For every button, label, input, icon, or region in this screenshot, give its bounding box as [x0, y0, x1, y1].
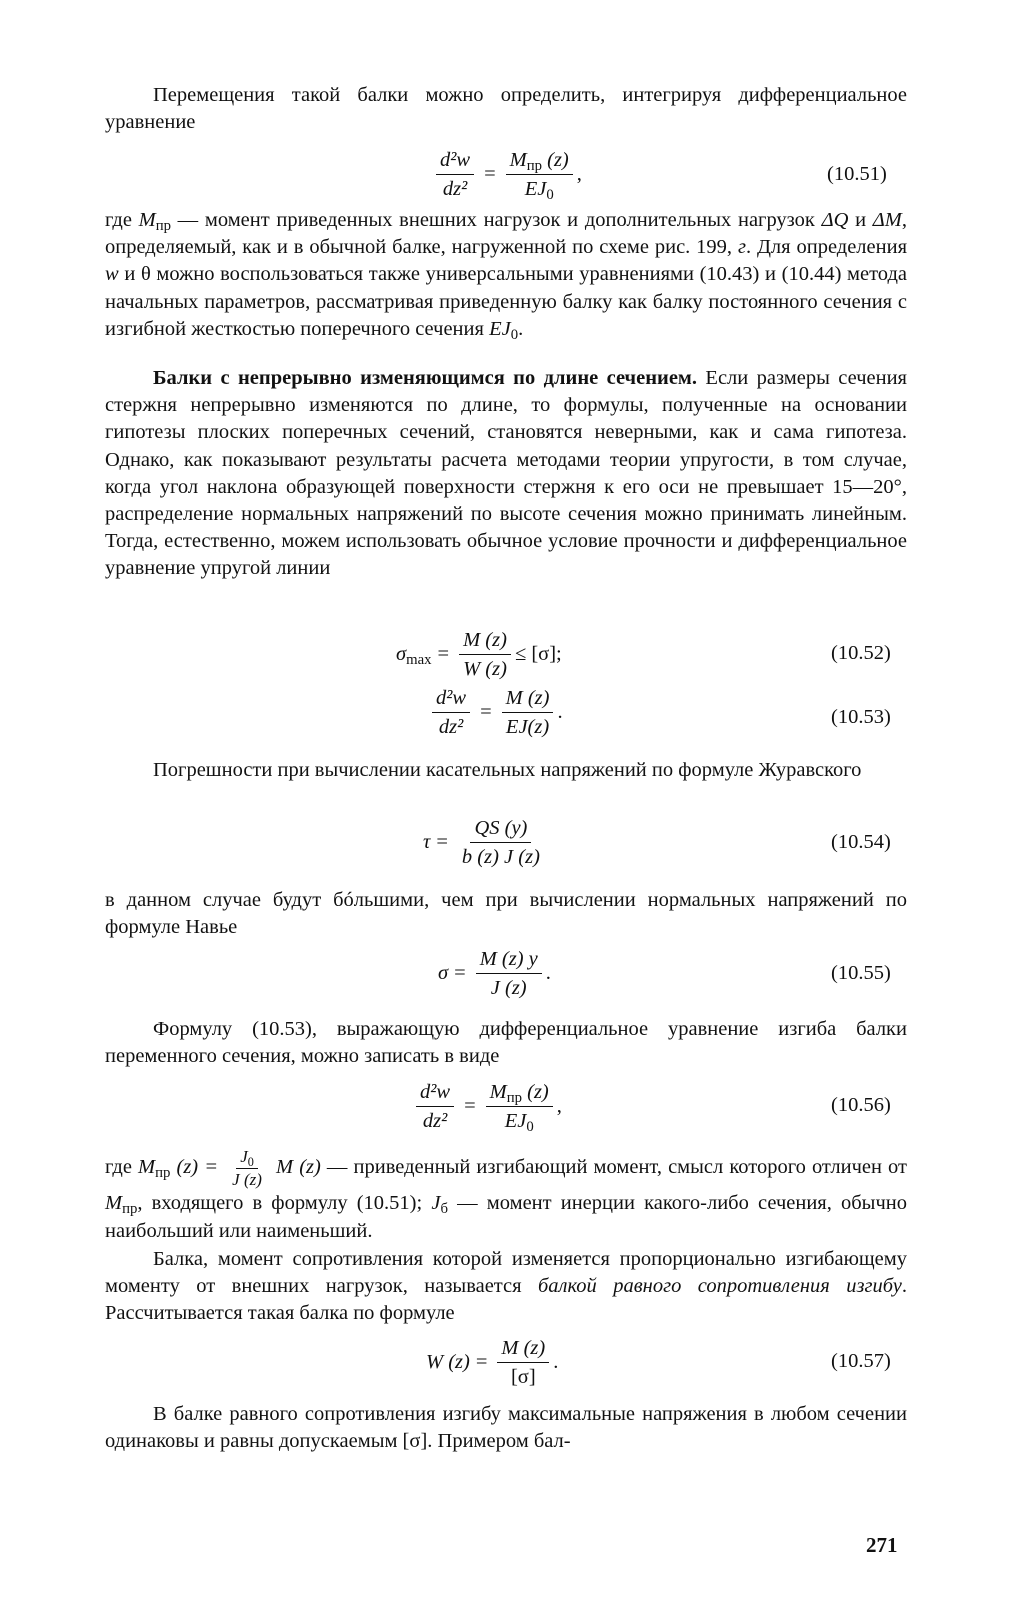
eq51-rhs-fraction	[506, 148, 573, 201]
eq53-lhs-fraction: $\frac{\text{d²w}}{\text{dz²}}$	[432, 686, 470, 739]
equation-label-10-54: (10.54)	[831, 831, 891, 853]
equation-10-51: $\frac{\text{d²w}}{\text{dz²}}$ = $\frac{M_{пр} (z)}{EJ_0}$ ,	[432, 142, 582, 206]
section-heading: Балки с непрерывно изменяющимся по длине сечением.	[153, 367, 698, 389]
paragraph-equal-resistance: Балка, момент сопротивления которой изменяется пропорционально изгибающему моменту от внешних нагрузок, называется балкой равного сопротивления изгибу. Рассчитывается такая балка по формуле	[105, 1248, 907, 1325]
paragraph-reduced-moment: где $M_{пр}$ (z) = $\frac{J_0}{J (z)}$ M (z) — приведенный изгибающий момент, смысл которого отличен от $M_{пр}$, входящего в формулу (10.51); $J_б$ — момент инерции какого-либо сечения, обычно наибольший или наименьший.	[105, 1147, 907, 1242]
paragraph-moment-definition: где $M_{пр}$ — момент приведенных внешних нагрузок и дополнительных нагрузок ΔQ и ΔM, определяемый, как и в обычной балке, нагруженной по схеме рис. 199, г. Для определения w и θ можно воспользоваться также универсальными уравнениями (10.43) и (10.44) метода начальных параметров, рассматривая приведенную балку как балку постоянного сечения с изгибной жесткостью поперечного сечения $EJ_0$.	[105, 209, 907, 343]
eq56-lhs-fraction: $\frac{\text{d²w}}{\text{dz²}}$	[416, 1080, 454, 1133]
eq55-lhs: σ	[438, 961, 449, 984]
equation-label-10-57: (10.57)	[831, 1350, 891, 1372]
p7-inline-fraction: $\frac{J_0}{J (z)}$	[232, 1147, 262, 1189]
paragraph-formula-10-53: Формулу (10.53), выражающую дифференциальное уравнение изгиба балки переменного сечения, можно записать в виде	[105, 1018, 907, 1068]
eq57-lhs: W (z)	[426, 1350, 470, 1373]
eq52-fraction	[459, 628, 511, 681]
paragraph-navier: в данном случае будут бóльшими, чем при вычислении нормальных напряжений по формуле Навье	[105, 889, 907, 939]
equation-label-10-53: (10.53)	[831, 706, 891, 728]
eq56-rhs-fraction: $\frac{M_{пр} (z)}{EJ_0}$	[486, 1080, 553, 1133]
eq54-fraction: $\frac{QS (y)}{b (z) J (z)}$	[461, 816, 540, 868]
eq57-tail: .	[553, 1350, 559, 1373]
equation-10-57: W (z) = $\frac{M (z)}{[\sigma]}$ .	[426, 1336, 559, 1388]
paragraph-intro	[105, 82, 907, 136]
equation-label-10-52: (10.52)	[831, 642, 891, 664]
eq52-numerator: M (z)	[459, 628, 511, 655]
paragraph-shear-error: Погрешности при вычислении касательных напряжений по формуле Журавского	[153, 759, 862, 781]
eq57-fraction: $\frac{M (z)}{[\sigma]}$	[497, 1336, 549, 1389]
equation-10-55: σ = $\frac{M (z) y}{J (z)}$ .	[438, 947, 551, 999]
eq52-lhs: $\sigma_{max}$	[396, 642, 432, 668]
eq53-tail: .	[557, 700, 563, 723]
equation-label-10-51: (10.51)	[827, 163, 887, 185]
eq51-rhs-denominator: $EJ_0$	[524, 177, 554, 203]
eq51-lhs-numerator: d²w	[436, 148, 474, 175]
eq51-lhs-denominator: dz²	[442, 177, 468, 200]
eq53-rhs-fraction: $\frac{M (z)}{EJ(z)}$	[502, 686, 554, 739]
equation-10-54: τ = $\frac{QS (y)}{b (z) J (z)}$	[423, 810, 548, 874]
eq56-tail: ,	[556, 1094, 562, 1117]
equation-label-10-55: (10.55)	[831, 962, 891, 984]
equation-10-56: $\frac{\text{d²w}}{\text{dz²}}$ = $\frac{M_{пр} (z)}{EJ_0}$ ,	[412, 1074, 562, 1138]
eq55-fraction: $\frac{M (z) y}{J (z)}$	[476, 947, 542, 1000]
eq55-tail: .	[545, 961, 551, 984]
eq52-tail: ≤ [σ];	[514, 642, 562, 665]
paragraph-intro-text: Перемещения такой балки можно определить, интегрируя дифференциальное уравнение	[105, 84, 907, 134]
equation-10-53: $\frac{\text{d²w}}{\text{dz²}}$ = $\frac{M (z)}{EJ(z)}$ .	[428, 680, 563, 744]
eq54-lhs: τ	[423, 830, 431, 853]
term-equal-resistance-beam: балкой равного сопротивления изгибу	[538, 1275, 902, 1298]
equation-label-10-56: (10.56)	[831, 1094, 891, 1116]
eq52-denominator: W (z)	[463, 657, 507, 680]
eq51-rhs-numerator: $M_{пр}$ (z)	[506, 148, 573, 175]
paragraph-variable-section: Балки с непрерывно изменяющимся по длине сечением. Если размеры сечения стержня непрерывно изменяются по длине, то формулы, полученные на основании гипотезы плоских поперечных сечений, становятся неверными, как и сама гипотеза. Однако, как показывают результаты расчета методами теории упругости, в том случае, когда угол наклона образующей поверхности стержня к его оси не превышает 15—20°, распределение нормальных напряжений по высоте сечения можно принимать линейным. Тогда, естественно, можем использовать обычное условие прочности и дифференциальное уравнение упругой линии	[105, 367, 907, 580]
paragraph-final: В балке равного сопротивления изгибу максимальные напряжения в любом сечении одинаковы и равны допускаемым [σ]. Примером бал-	[105, 1403, 907, 1453]
eq51-tail: ,	[576, 162, 582, 185]
page-number: 271	[866, 1533, 898, 1557]
eq51-lhs-fraction	[436, 148, 474, 201]
equation-10-52: $\sigma_{max}$ = $\frac{M (z)}{W (z)}$ ≤ [σ];	[396, 628, 562, 680]
